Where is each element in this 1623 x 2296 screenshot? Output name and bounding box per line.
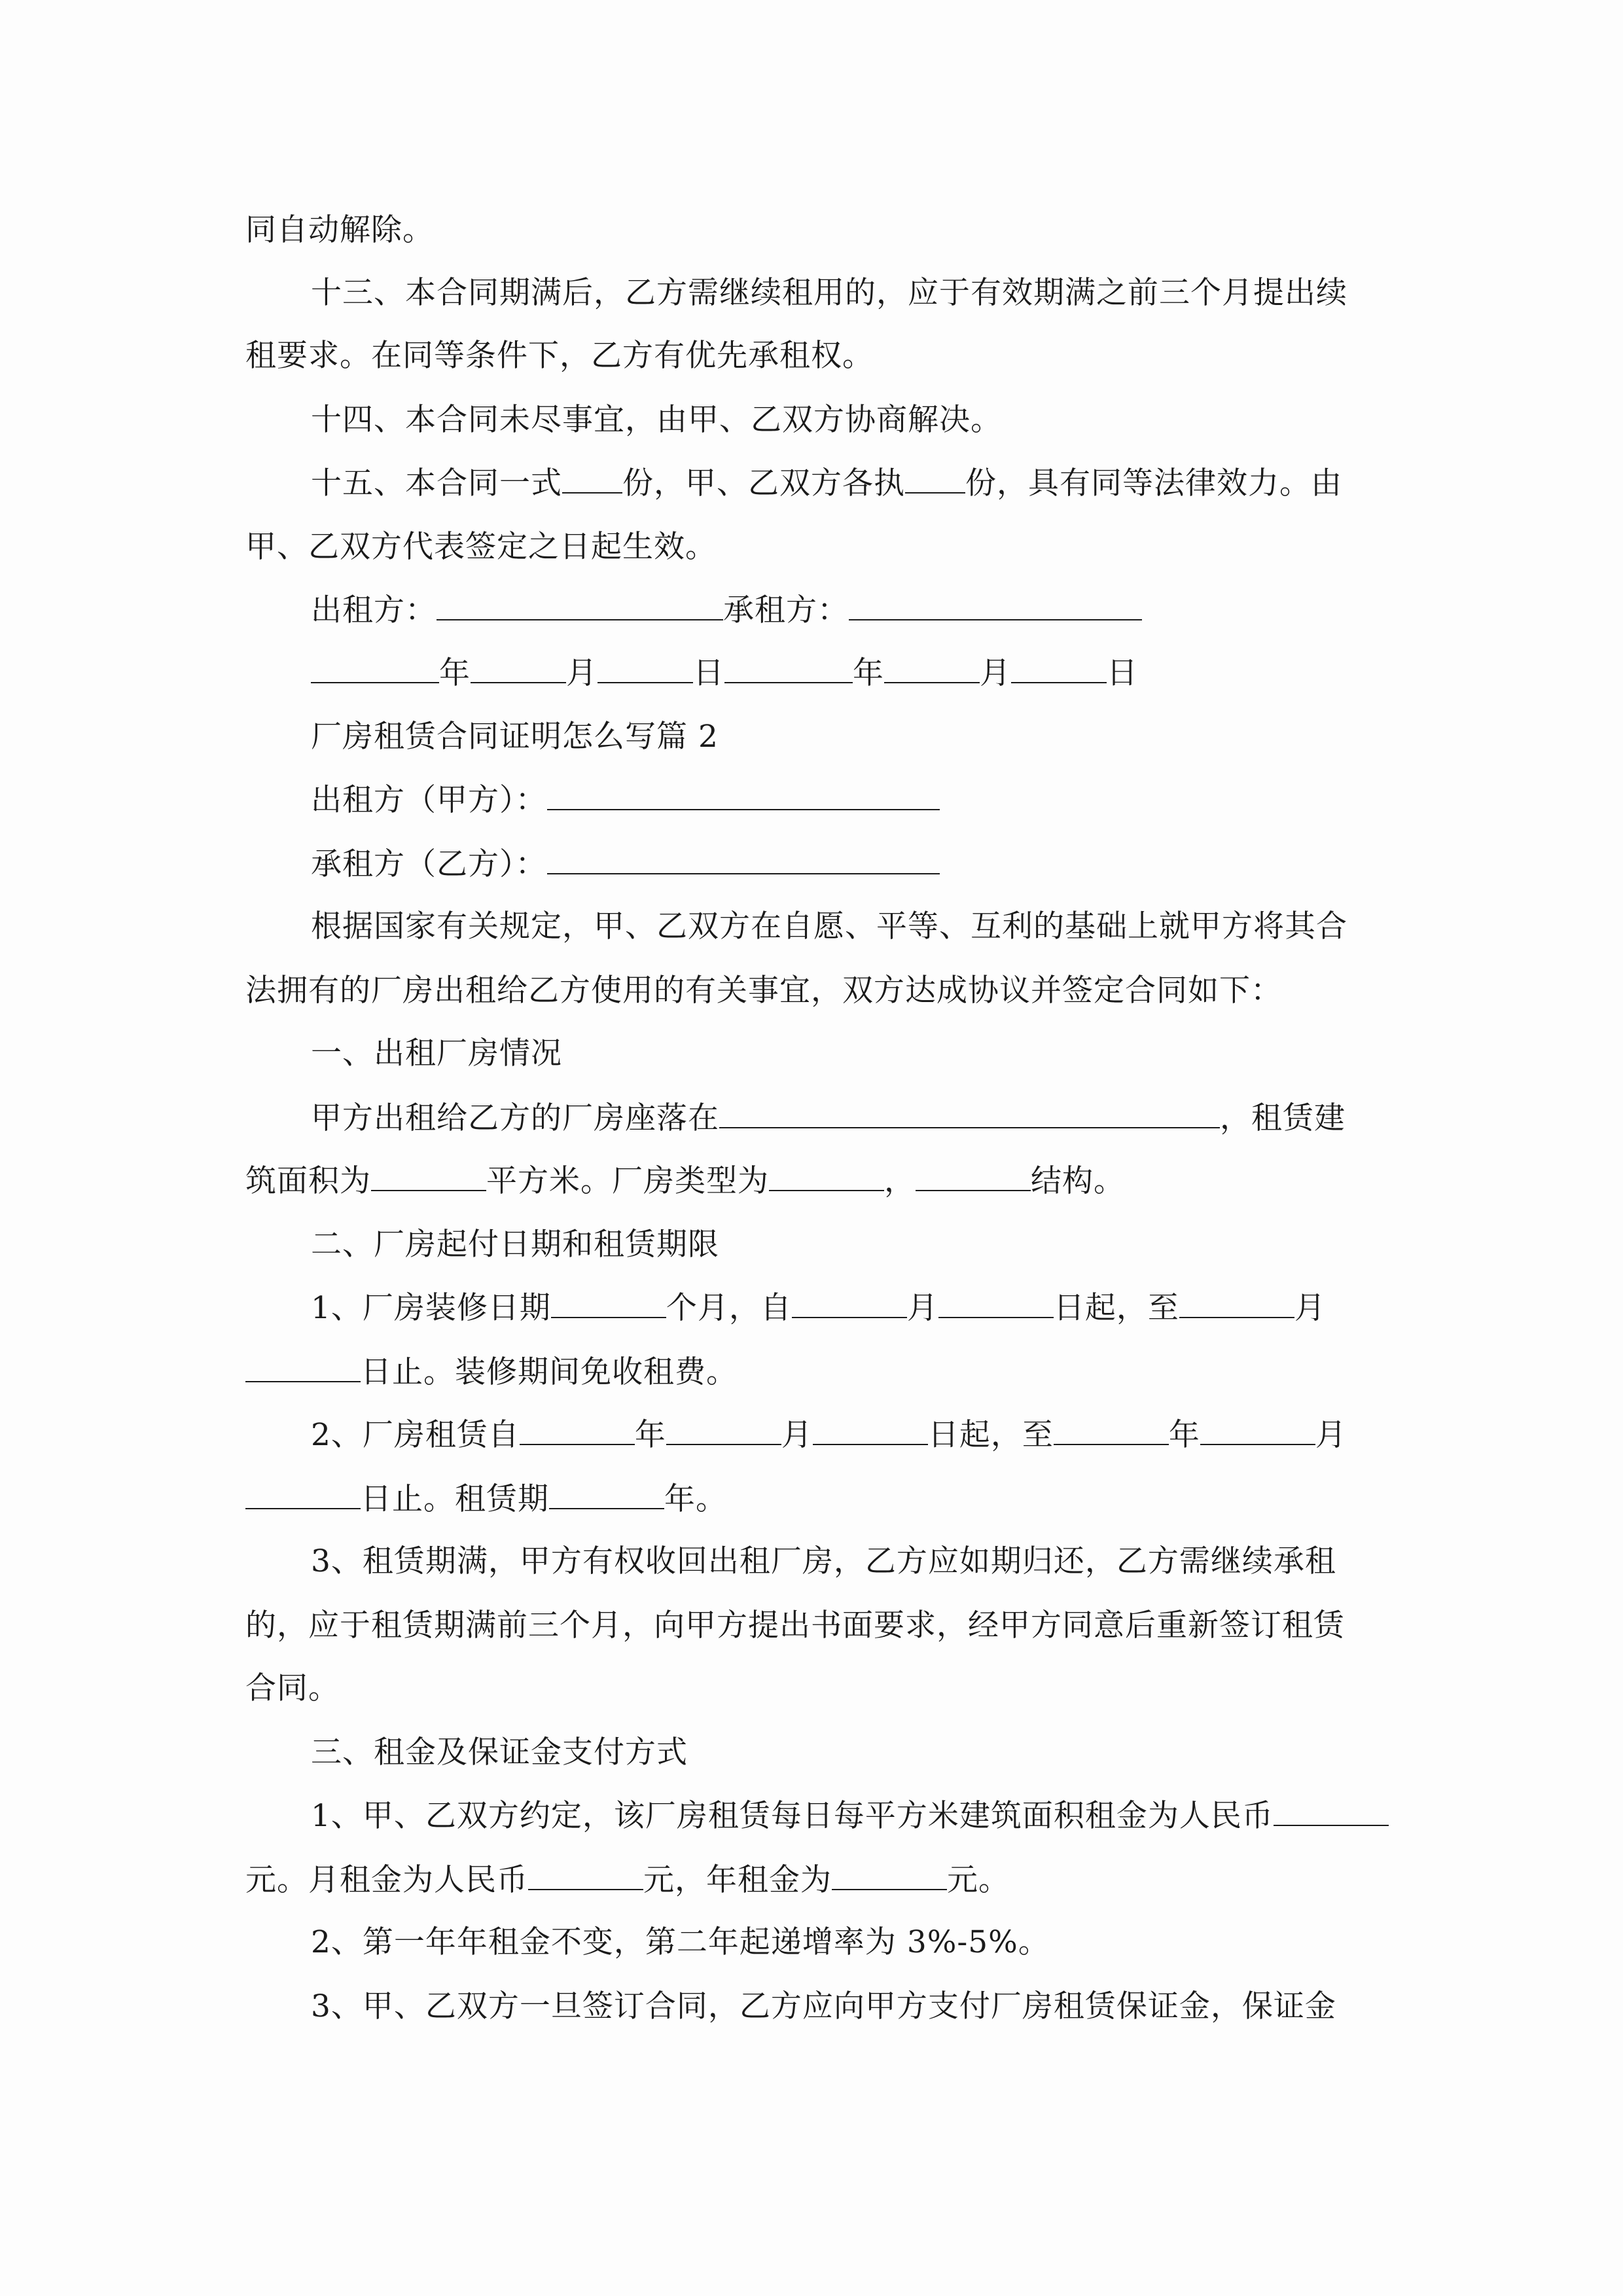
preamble-line-2: 法拥有的厂房出租给乙方使用的有关事宜，双方达成协议并签定合同如下： — [245, 973, 1282, 1009]
rent-line-1: 1、甲、乙双方约定，该厂房租赁每日每平方米建筑面积租金为人民币 — [311, 1796, 1446, 1835]
section-title: 厂房租赁合同证明怎么写篇 2 — [311, 719, 719, 755]
clause-15-line-1: 十五、本合同一式 份，甲、乙双方各执 份，具有同等法律效力。由 — [311, 463, 1446, 503]
rent-line-2: 元。月租金为人民币 元，年租金为 元。 — [245, 1860, 1381, 1899]
heading-2: 二、厂房起付日期和租赁期限 — [311, 1227, 719, 1263]
month-blank — [1179, 1288, 1294, 1318]
month-blank — [884, 653, 980, 683]
term-years-blank — [549, 1479, 664, 1509]
day-blank — [1011, 653, 1107, 683]
clause-13-line-1: 十三、本合同期满后，乙方需继续租用的，应于有效期满之前三个月提出续 — [311, 275, 1347, 311]
type-blank — [769, 1161, 884, 1191]
year-blank — [724, 653, 853, 683]
area-blank — [371, 1161, 486, 1191]
month-blank — [471, 653, 566, 683]
day-blank — [813, 1415, 928, 1445]
renovation-line-2: 日止。装修期间免收租费。 — [245, 1352, 1381, 1391]
month-blank — [666, 1415, 781, 1445]
lessor-signature-blank — [437, 590, 723, 620]
lease-term-line-1: 2、厂房租赁自 年 月 日起，至 年 月 — [311, 1415, 1446, 1454]
deposit-line: 3、甲、乙双方一旦签订合同，乙方应向甲方支付厂房租赁保证金，保证金 — [311, 1988, 1336, 2024]
renovation-line-1: 1、厂房装修日期 个月，自 月 日起，至 月 — [311, 1288, 1446, 1327]
premises-line-2: 筑面积为 平方米。厂房类型为 ， 结构。 — [245, 1161, 1381, 1200]
months-blank — [551, 1288, 666, 1318]
expiry-line-3: 合同。 — [245, 1670, 340, 1706]
month-blank — [792, 1288, 907, 1318]
clause-15-line-2: 甲、乙双方代表签定之日起生效。 — [245, 529, 717, 565]
expiry-line-1: 3、租赁期满，甲方有权收回出租厂房，乙方应如期归还，乙方需继续承租 — [311, 1543, 1336, 1579]
copies-total-blank — [562, 463, 622, 493]
lessee-signature-blank — [849, 590, 1142, 620]
lease-term-line-2: 日止。租赁期 年。 — [245, 1479, 1381, 1518]
annual-rent-blank — [832, 1860, 947, 1890]
clause-13-line-2: 租要求。在同等条件下，乙方有优先承租权。 — [245, 338, 874, 374]
increase-line: 2、第一年年租金不变，第二年起递增率为 3%-5%。 — [311, 1924, 1050, 1960]
year-blank — [1054, 1415, 1169, 1445]
day-blank — [245, 1479, 361, 1509]
expiry-line-2: 的，应于租赁期满前三个月，向甲方提出书面要求，经甲方同意后重新签订租赁 — [245, 1607, 1345, 1643]
lessor-party-line: 出租方（甲方）： — [311, 780, 1446, 819]
signature-line: 出租方： 承租方： — [311, 590, 1446, 630]
daily-rent-blank — [1274, 1796, 1389, 1826]
copies-each-blank — [905, 463, 965, 493]
monthly-rent-blank — [528, 1860, 643, 1890]
day-blank — [597, 653, 693, 683]
premises-line-1: 甲方出租给乙方的厂房座落在 ，租赁建 — [311, 1098, 1446, 1138]
location-blank — [719, 1098, 1220, 1128]
date-line: 年 月 日 年 月 日 — [311, 653, 1446, 692]
lessee-party-line: 承租方（乙方）： — [311, 844, 1446, 884]
text-line: 同自动解除。 — [245, 212, 434, 248]
structure-blank — [916, 1161, 1031, 1191]
heading-3: 三、租金及保证金支付方式 — [311, 1734, 688, 1770]
year-blank — [520, 1415, 635, 1445]
preamble-line-1: 根据国家有关规定，甲、乙双方在自愿、平等、互利的基础上就甲方将其合 — [311, 908, 1347, 944]
heading-1: 一、出租厂房情况 — [311, 1035, 562, 1071]
day-blank — [245, 1352, 361, 1382]
month-blank — [1200, 1415, 1315, 1445]
lessor-name-blank — [547, 780, 940, 810]
clause-14: 十四、本合同未尽事宜，由甲、乙双方协商解决。 — [311, 402, 1002, 438]
year-blank — [311, 653, 439, 683]
lessee-name-blank — [547, 844, 940, 874]
day-blank — [938, 1288, 1054, 1318]
